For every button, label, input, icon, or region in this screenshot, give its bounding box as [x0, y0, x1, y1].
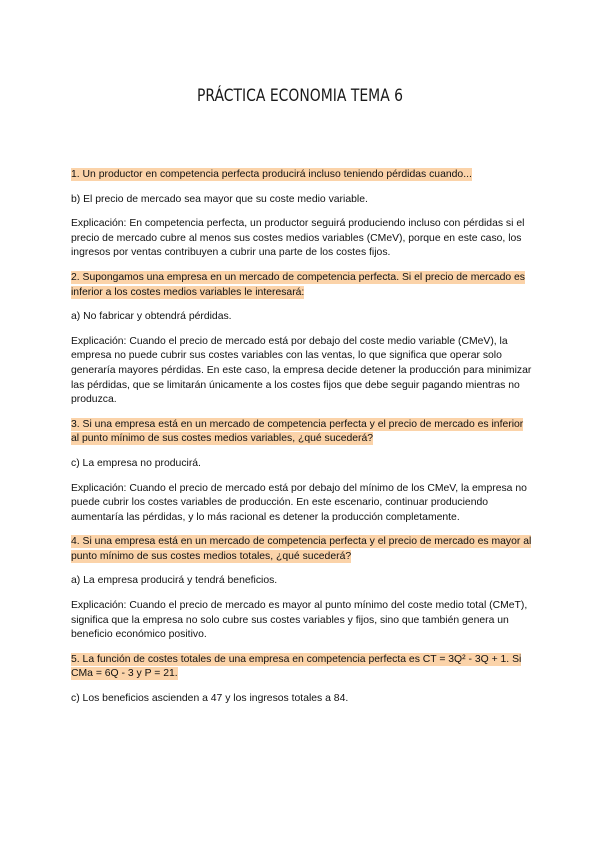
page-title: PRÁCTICA ECONOMIA TEMA 6	[196, 86, 404, 106]
answer-text: a) No fabricar y obtendrá pérdidas.	[71, 311, 232, 323]
answer-text: c) La empresa no producirá.	[71, 457, 201, 469]
question-text	[71, 168, 533, 183]
document-content	[71, 168, 533, 717]
explanation-text: Explicación: Cuando el precio de mercado está por debajo del mínimo de los CMeV, la empresa no puede cubrir los costes variables de producción. En este escenario, continuar produciendo aumentaría las pérdidas, y lo más racional es detener la producción completamente.	[71, 482, 527, 523]
answer-text: b) El precio de mercado sea mayor que su coste medio variable.	[71, 193, 368, 205]
question-block-3	[71, 418, 533, 526]
question-block-5	[71, 653, 533, 707]
answer-text: a) La empresa producirá y tendrá beneficios.	[71, 575, 278, 587]
question-highlight: 2. Supongamos una empresa en un mercado de competencia perfecta. Si el precio de mercado es inferior a los costes medios variables le interesará:	[71, 271, 525, 298]
question-highlight: 3. Si una empresa está en un mercado de competencia perfecta y el precio de mercado es inferior al punto mínimo de sus costes medios variables, ¿qué sucederá?	[71, 418, 524, 445]
question-text	[71, 535, 533, 564]
question-block-4	[71, 535, 533, 643]
question-text	[71, 418, 533, 447]
answer-text: c) Los beneficios ascienden a 47 y los ingresos totales a 84.	[71, 693, 349, 705]
explanation-text: Explicación: En competencia perfecta, un productor seguirá produciendo incluso con pérdidas si el precio de mercado cubre al menos sus costes medios variables (CMeV), porque en este caso, los ingresos por ventas contribuyen a cubrir una parte de los costes fijos.	[71, 218, 525, 259]
question-highlight: 4. Si una empresa está en un mercado de competencia perfecta y el precio de mercado es mayor al punto mínimo de sus costes medios totales, ¿qué sucederá?	[71, 536, 532, 562]
explanation-text: Explicación: Cuando el precio de mercado es mayor al punto mínimo del coste medio total (CMeT), significa que la empresa no solo cubre sus costes variables y fijos, sino que también genera un beneficio económico positivo.	[71, 600, 528, 641]
question-highlight: 1. Un productor en competencia perfecta producirá incluso teniendo pérdidas cuando...	[71, 169, 472, 180]
question-text	[71, 653, 533, 682]
question-block-2	[71, 271, 533, 408]
question-text	[71, 271, 533, 300]
explanation-text: Explicación: Cuando el precio de mercado está por debajo del coste medio variable (CMeV), la empresa no puede cubrir sus costes variables con las ventas, lo que significa que operar solo generaría mayores pérdidas. En este caso, la empresa decide detener la producción para minimizar las pérdidas, que se limitarán únicamente a los costes fijos que debe seguir pagando mientras no produzca.	[71, 335, 532, 406]
question-highlight: 5. La función de costes totales de una empresa en competencia perfecta es CT = 3Q² - 3Q + 1. Si CMa = 6Q - 3 y P = 21.	[71, 653, 522, 680]
question-block-1	[71, 168, 533, 261]
